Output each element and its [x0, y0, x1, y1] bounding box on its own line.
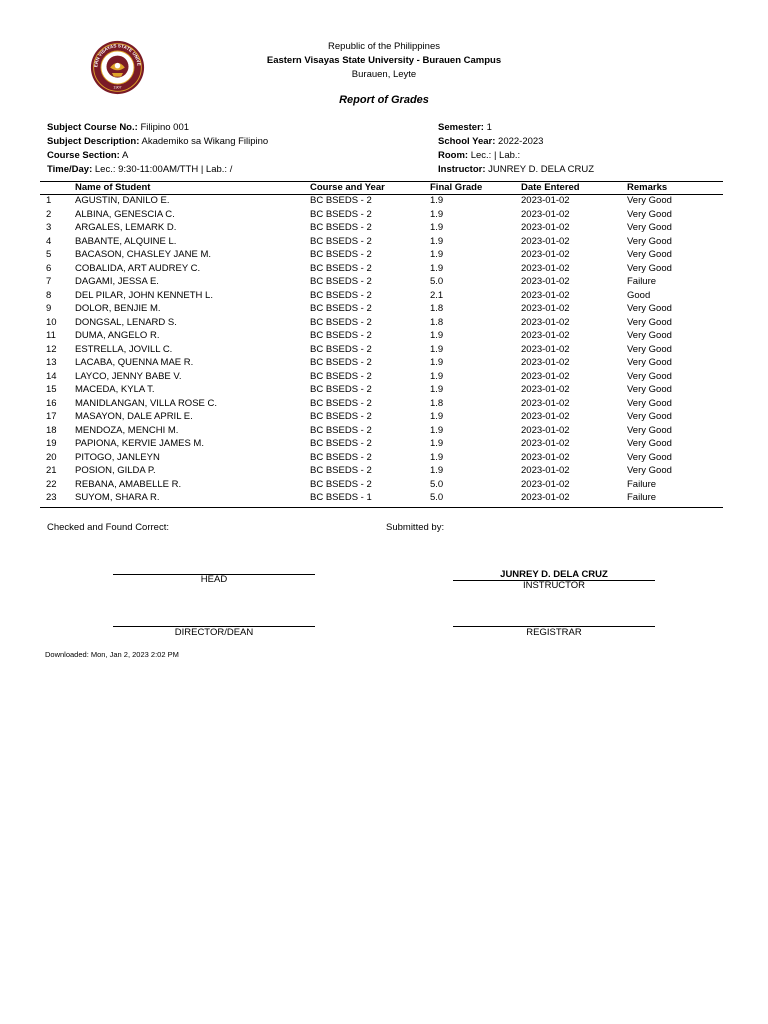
remarks: Very Good — [627, 235, 672, 247]
checked-label: Checked and Found Correct: — [47, 522, 169, 533]
downloaded-timestamp: Downloaded: Mon, Jan 2, 2023 2:02 PM — [45, 650, 179, 659]
date-entered: 2023-01-02 — [521, 222, 570, 233]
date-entered: 2023-01-02 — [521, 195, 570, 206]
grades-table — [40, 181, 723, 505]
course-year: BC BSEDS - 2 — [310, 195, 372, 206]
remarks: Very Good — [627, 357, 672, 368]
table-row — [40, 343, 723, 357]
table-row — [40, 356, 723, 370]
final-grade: 1.9 — [430, 262, 444, 274]
info-school-year: School Year: 2022-2023 — [438, 136, 544, 147]
remarks: Very Good — [627, 438, 672, 449]
course-year: BC BSEDS - 2 — [310, 208, 372, 220]
table-row — [40, 437, 723, 451]
header-republic: Republic of the Philippines — [328, 41, 440, 52]
final-grade: 1.9 — [430, 357, 444, 368]
date-entered: 2023-01-02 — [521, 492, 570, 503]
row-number: 11 — [46, 330, 56, 341]
student-name: DONGSAL, LENARD S. — [75, 316, 177, 328]
svg-text:1907: 1907 — [113, 85, 122, 90]
student-name: COBALIDA, ART AUDREY C. — [75, 262, 201, 274]
date-entered: 2023-01-02 — [521, 330, 570, 341]
final-grade: 1.9 — [430, 451, 444, 463]
date-entered: 2023-01-02 — [521, 276, 570, 287]
row-number: 13 — [46, 357, 57, 368]
table-header-row — [40, 181, 723, 194]
remarks: Very Good — [627, 451, 672, 463]
student-name: MACEDA, KYLA T. — [75, 384, 155, 395]
student-name: AGUSTIN, DANILO E. — [75, 195, 170, 206]
submitted-label: Submitted by: — [386, 522, 445, 533]
date-entered: 2023-01-02 — [521, 262, 570, 274]
row-number: 21 — [46, 465, 57, 476]
date-entered: 2023-01-02 — [521, 424, 570, 436]
course-year: BC BSEDS - 2 — [310, 451, 372, 463]
student-name: SUYOM, SHARA R. — [75, 492, 160, 503]
student-name: ARGALES, LEMARK D. — [75, 222, 177, 233]
course-year: BC BSEDS - 2 — [310, 249, 372, 260]
course-year: BC BSEDS - 2 — [310, 478, 372, 490]
student-name: DAGAMI, JESSA E. — [75, 276, 159, 287]
remarks: Very Good — [627, 316, 672, 328]
info-course-section: Course Section: A — [47, 150, 129, 161]
student-name: ESTRELLA, JOVILL C. — [75, 343, 173, 355]
row-number: 5 — [46, 249, 52, 260]
remarks: Very Good — [627, 424, 672, 436]
table-row — [40, 329, 723, 343]
course-year: BC BSEDS - 2 — [310, 397, 372, 409]
final-grade: 1.9 — [430, 249, 444, 260]
row-number: 6 — [46, 262, 52, 274]
svg-text:EASTERN VISAYAS STATE UNIVERSI: ERN VISAYAS STATE UNIVE — [93, 43, 142, 68]
final-grade: 1.9 — [430, 330, 444, 341]
table-row — [40, 302, 723, 316]
remarks: Failure — [627, 478, 657, 490]
remarks: Very Good — [627, 343, 672, 355]
date-entered: 2023-01-02 — [521, 397, 570, 409]
course-year: BC BSEDS - 2 — [310, 316, 372, 328]
course-year: BC BSEDS - 2 — [310, 289, 372, 301]
table-row — [40, 248, 723, 262]
remarks: Very Good — [627, 370, 672, 382]
final-grade: 5.0 — [430, 276, 444, 287]
remarks: Very Good — [627, 222, 672, 233]
final-grade: 1.9 — [430, 424, 444, 436]
course-year: BC BSEDS - 2 — [310, 262, 372, 274]
student-name: DOLOR, BENJIE M. — [75, 303, 161, 314]
row-number: 23 — [46, 492, 57, 503]
remarks: Very Good — [627, 249, 672, 260]
date-entered: 2023-01-02 — [521, 478, 570, 490]
final-grade: 1.8 — [430, 303, 444, 314]
final-grade: 1.9 — [430, 195, 444, 206]
date-entered: 2023-01-02 — [521, 451, 570, 463]
student-name: BACASON, CHASLEY JANE M. — [75, 249, 212, 260]
student-name: MENDOZA, MENCHI M. — [75, 424, 179, 436]
student-name: POSION, GILDA P. — [75, 465, 156, 476]
table-row — [40, 397, 723, 411]
info-room: Room: Lec.: | Lab.: — [438, 150, 521, 161]
info-time-day: Time/Day: Lec.: 9:30-11:00AM/TTH | Lab.: / — [47, 164, 233, 175]
course-year: BC BSEDS - 1 — [310, 492, 372, 503]
table-bottom-rule — [40, 507, 723, 508]
final-grade: 5.0 — [430, 478, 444, 490]
student-name: MANIDLANGAN, VILLA ROSE C. — [75, 397, 218, 409]
final-grade: 1.9 — [430, 235, 444, 247]
row-number: 10 — [46, 316, 57, 328]
table-row — [40, 208, 723, 222]
student-name: MASAYON, DALE APRIL E. — [75, 411, 193, 422]
student-name: BABANTE, ALQUINE L. — [75, 235, 177, 247]
date-entered: 2023-01-02 — [521, 384, 570, 395]
date-entered: 2023-01-02 — [521, 357, 570, 368]
remarks: Very Good — [627, 303, 672, 314]
header-location: Burauen, Leyte — [351, 69, 417, 80]
row-number: 15 — [46, 384, 57, 395]
final-grade: 1.9 — [430, 208, 444, 220]
table-row — [40, 464, 723, 478]
row-number: 17 — [46, 411, 57, 422]
student-name: DEL PILAR, JOHN KENNETH L. — [75, 289, 213, 301]
course-year: BC BSEDS - 2 — [310, 465, 372, 476]
col-header-date-entered: Date Entered — [521, 182, 580, 193]
col-header-remarks: Remarks — [627, 182, 668, 193]
student-name: PAPIONA, KERVIE JAMES M. — [75, 438, 204, 449]
remarks: Failure — [627, 492, 657, 503]
course-year: BC BSEDS - 2 — [310, 276, 372, 287]
row-number: 9 — [46, 303, 52, 314]
final-grade: 1.8 — [430, 316, 444, 328]
table-row — [40, 370, 723, 384]
info-instructor: Instructor: JUNREY D. DELA CRUZ — [438, 164, 595, 175]
remarks: Very Good — [627, 411, 672, 422]
table-row — [40, 451, 723, 465]
table-row — [40, 410, 723, 424]
col-header-final-grade: Final Grade — [430, 182, 483, 193]
date-entered: 2023-01-02 — [521, 465, 570, 476]
course-year: BC BSEDS - 2 — [310, 411, 372, 422]
table-row — [40, 478, 723, 492]
final-grade: 1.9 — [430, 411, 444, 422]
remarks: Very Good — [627, 384, 672, 395]
final-grade: 1.9 — [430, 438, 444, 449]
student-name: PITOGO, JANLEYN — [75, 451, 160, 463]
info-subject-course-no: Subject Course No.: Filipino 001 — [47, 122, 190, 133]
date-entered: 2023-01-02 — [521, 249, 570, 260]
director-label: DIRECTOR/DEAN — [174, 627, 254, 638]
table-row — [40, 316, 723, 330]
instructor-label: INSTRUCTOR — [522, 580, 586, 591]
header-university: Eastern Visayas State University - Burauen Campus — [266, 55, 502, 66]
student-name: DUMA, ANGELO R. — [75, 330, 160, 341]
table-row — [40, 491, 723, 505]
date-entered: 2023-01-02 — [521, 316, 570, 328]
date-entered: 2023-01-02 — [521, 235, 570, 247]
table-row — [40, 194, 723, 208]
course-year: BC BSEDS - 2 — [310, 357, 372, 368]
course-year: BC BSEDS - 2 — [310, 303, 372, 314]
row-number: 19 — [46, 438, 57, 449]
row-number: 22 — [46, 478, 57, 490]
date-entered: 2023-01-02 — [521, 289, 570, 301]
info-semester: Semester: 1 — [438, 122, 492, 133]
table-row — [40, 235, 723, 249]
course-year: BC BSEDS - 2 — [310, 384, 372, 395]
date-entered: 2023-01-02 — [521, 343, 570, 355]
student-name: ALBINA, GENESCIA C. — [75, 208, 175, 220]
table-row — [40, 275, 723, 289]
final-grade: 1.9 — [430, 343, 444, 355]
remarks: Good — [627, 289, 651, 301]
course-year: BC BSEDS - 2 — [310, 222, 372, 233]
course-year: BC BSEDS - 2 — [310, 424, 372, 436]
student-name: LACABA, QUENNA MAE R. — [75, 357, 194, 368]
info-subject-description: Subject Description: Akademiko sa Wikang Filipino — [47, 136, 269, 147]
col-header-name: Name of Student — [75, 182, 151, 193]
course-year: BC BSEDS - 2 — [310, 370, 372, 382]
row-number: 8 — [46, 289, 52, 301]
report-title: Report of Grades — [339, 94, 429, 106]
remarks: Very Good — [627, 330, 672, 341]
grades-table-body — [40, 194, 723, 505]
final-grade: 1.9 — [430, 222, 444, 233]
table-row — [40, 221, 723, 235]
final-grade: 1.9 — [430, 370, 444, 382]
row-number: 4 — [46, 235, 52, 247]
course-year: BC BSEDS - 2 — [310, 235, 372, 247]
row-number: 20 — [46, 451, 57, 463]
date-entered: 2023-01-02 — [521, 303, 570, 314]
final-grade: 1.9 — [430, 465, 444, 476]
col-header-course-year: Course and Year — [310, 182, 385, 193]
course-year: BC BSEDS - 2 — [310, 330, 372, 341]
head-label: HEAD — [200, 574, 228, 585]
final-grade: 5.0 — [430, 492, 444, 503]
student-name: REBANA, AMABELLE R. — [75, 478, 182, 490]
date-entered: 2023-01-02 — [521, 370, 570, 382]
student-name: LAYCO, JENNY BABE V. — [75, 370, 182, 382]
instructor-name: JUNREY D. DELA CRUZ — [500, 569, 608, 580]
row-number: 14 — [46, 370, 57, 382]
final-grade: 1.9 — [430, 384, 444, 395]
final-grade: 2.1 — [430, 289, 444, 301]
row-number: 7 — [46, 276, 52, 287]
table-row — [40, 383, 723, 397]
remarks: Failure — [627, 276, 657, 287]
remarks: Very Good — [627, 208, 672, 220]
col-header-number — [40, 181, 75, 194]
table-row — [40, 262, 723, 276]
remarks: Very Good — [627, 262, 672, 274]
row-number: 1 — [46, 195, 52, 206]
date-entered: 2023-01-02 — [521, 208, 570, 220]
course-year: BC BSEDS - 2 — [310, 438, 372, 449]
registrar-label: REGISTRAR — [526, 627, 582, 638]
row-number: 18 — [46, 424, 57, 436]
remarks: Very Good — [627, 195, 672, 206]
table-row — [40, 424, 723, 438]
date-entered: 2023-01-02 — [521, 438, 570, 449]
row-number: 12 — [46, 343, 57, 355]
row-number: 16 — [46, 397, 57, 409]
remarks: Very Good — [627, 397, 672, 409]
row-number: 3 — [46, 222, 52, 233]
final-grade: 1.8 — [430, 397, 444, 409]
date-entered: 2023-01-02 — [521, 411, 570, 422]
remarks: Very Good — [627, 465, 672, 476]
table-row — [40, 289, 723, 303]
row-number: 2 — [46, 208, 52, 220]
course-year: BC BSEDS - 2 — [310, 343, 372, 355]
